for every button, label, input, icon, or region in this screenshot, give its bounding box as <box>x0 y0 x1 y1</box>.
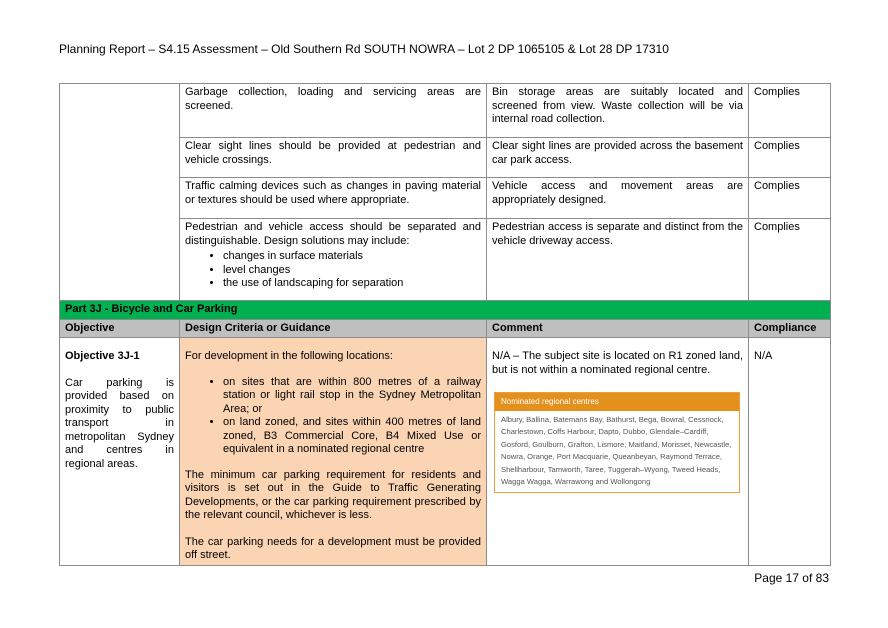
criteria-intro: For development in the following locations: <box>185 350 393 362</box>
list-item: • changes in surface materials <box>223 250 481 264</box>
section-header-row <box>60 301 831 320</box>
compliance-cell: N/A <box>749 338 831 566</box>
criteria-cell <box>180 338 487 566</box>
column-header-row <box>60 319 831 338</box>
assessment-table <box>59 83 831 566</box>
list-item: • on sites that are within 800 metres of a railway station or light rail stop in the Sydney Metropolitan Area; or <box>223 376 481 417</box>
criteria-bullets <box>185 250 481 291</box>
comment-text: N/A – The subject site is located on R1 zoned land, but is not within a nominated regional centre. <box>492 350 743 376</box>
section-title: Part 3J - Bicycle and Car Parking <box>60 301 831 320</box>
criteria-text: Pedestrian and vehicle access should be separated and distinguishable. Design solutions may include: <box>185 221 481 247</box>
criteria-cell: Garbage collection, loading and servicing areas are screened. <box>180 84 487 138</box>
empty-objective-cell <box>60 84 180 301</box>
page-number: Page 17 of 83 <box>754 571 829 585</box>
criteria-cell: Traffic calming devices such as changes in paving material or textures should be used where appropriate. <box>180 178 487 219</box>
criteria-cell <box>180 219 487 301</box>
comment-cell: Pedestrian access is separate and distinct from the vehicle driveway access. <box>487 219 749 301</box>
criteria-paragraph: The minimum car parking requirement for residents and visitors is set out in the Guide to Traffic Generating Developments, or the car parking requirement prescribed by the relevant council, whichever is less. <box>185 468 481 521</box>
column-header-objective: Objective <box>60 319 180 338</box>
column-header-criteria: Design Criteria or Guidance <box>180 319 487 338</box>
compliance-cell: Complies <box>749 178 831 219</box>
comment-cell: Bin storage areas are suitably located and screened from view. Waste collection will be via internal road collection. <box>487 84 749 138</box>
list-item: • level changes <box>223 264 481 278</box>
table-row <box>60 84 831 138</box>
objective-title: Objective 3J-1 <box>65 350 140 362</box>
objective-cell <box>60 338 180 566</box>
objective-text: Car parking is provided based on proximity to public transport in metropolitan Sydney and centres in regional areas. <box>65 376 174 470</box>
list-item: • the use of landscaping for separation <box>223 277 481 291</box>
compliance-cell: Complies <box>749 84 831 138</box>
column-header-compliance: Compliance <box>749 319 831 338</box>
criteria-cell: Clear sight lines should be provided at pedestrian and vehicle crossings. <box>180 138 487 178</box>
callout-text: Albury, Ballina, Batemans Bay, Bathurst, Bega, Bowral, Cessnock, Charlestown, Coffs Harbour, Dapto, Dubbo, Glendale–Cardiff, Gosford, Goulburn, Grafton, Lismore, Maitland, Morisset, Newcastle, Nowra, Orange, Port Macquarie, Queanbeyan, Raymond Terrace, Shellharbour, Tamworth, Taree, Tuggerah–Wyong, Tweed Heads, Wagga Wagga, Warrawong and Wollongong <box>501 415 732 487</box>
comment-cell: Vehicle access and movement areas are appropriately designed. <box>487 178 749 219</box>
criteria-paragraph: The car parking needs for a development must be provided off street. <box>185 535 481 561</box>
column-header-comment: Comment <box>487 319 749 338</box>
compliance-cell: Complies <box>749 219 831 301</box>
compliance-cell: Complies <box>749 138 831 178</box>
regional-centres-callout <box>494 392 740 493</box>
criteria-bullets <box>185 376 481 457</box>
page-header: Planning Report – S4.15 Assessment – Old Southern Rd SOUTH NOWRA – Lot 2 DP 1065105 & Lot 28 DP 17310 <box>59 42 669 56</box>
comment-cell <box>487 338 749 566</box>
callout-title: Nominated regional centres <box>495 393 739 411</box>
comment-cell: Clear sight lines are provided across the basement car park access. <box>487 138 749 178</box>
table-row <box>60 338 831 566</box>
list-item: • on land zoned, and sites within 400 metres of land zoned, B3 Commercial Core, B4 Mixed Use or equivalent in a nominated regional centre <box>223 416 481 457</box>
